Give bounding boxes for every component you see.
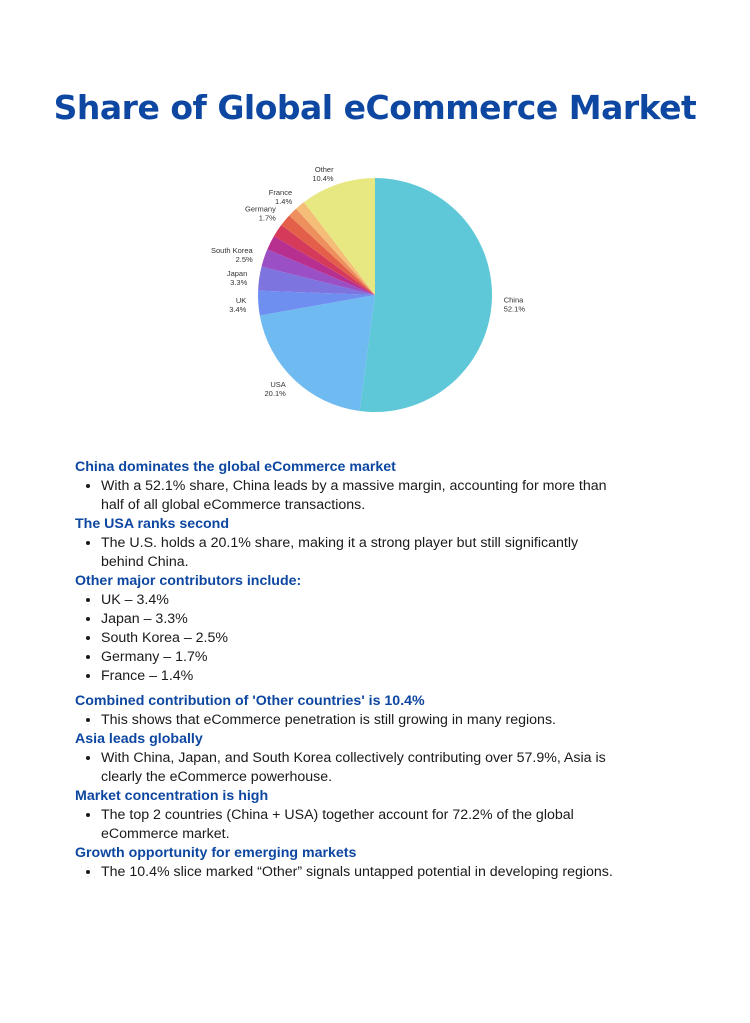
slice-label: USA (270, 380, 286, 390)
bullet-item: • Germany – 1.7% (101, 648, 615, 667)
slice-value-label: 3.4% (229, 304, 247, 314)
section-heading: The USA ranks second (75, 516, 230, 532)
slice-label: Germany (245, 204, 276, 214)
bullet-item: • With a 52.1% share, China leads by a massive margin, accounting for more than half of all global eCommerce transactions. (101, 477, 615, 515)
insight-section (75, 844, 615, 882)
slice-value-label: 2.5% (235, 254, 253, 264)
insight-section (75, 692, 615, 730)
section-heading: Asia leads globally (75, 731, 203, 747)
page-title: Share of Global eCommerce Market (53, 88, 697, 128)
slice-value-label: 10.4% (312, 173, 334, 183)
bullet-item: • France – 1.4% (101, 667, 615, 686)
bullet-list (75, 477, 615, 515)
bullet-list (75, 863, 615, 882)
insight-section (75, 515, 615, 572)
bullet-item: • The top 2 countries (China + USA) together account for 72.2% of the global eCommerce market. (101, 806, 615, 844)
bullet-list (75, 806, 615, 844)
section-heading: Growth opportunity for emerging markets (75, 845, 357, 861)
slice-label: France (268, 188, 293, 198)
section-heading: Combined contribution of 'Other countries' is 10.4% (75, 693, 425, 709)
bullet-list (75, 591, 615, 686)
section-heading: China dominates the global eCommerce market (75, 459, 396, 475)
bullet-list (75, 534, 615, 572)
bullet-item: • South Korea – 2.5% (101, 629, 615, 648)
insights-content (75, 458, 615, 882)
slice-label: China (503, 295, 524, 305)
insight-section (75, 730, 615, 787)
bullet-list (75, 711, 615, 730)
bullet-item: • This shows that eCommerce penetration is still growing in many regions. (101, 711, 615, 730)
pie-chart (200, 150, 550, 430)
slice-label: Japan (226, 268, 248, 278)
insight-section (75, 572, 615, 686)
slice-value-label: 52.1% (503, 304, 526, 314)
slice-label: UK (235, 295, 247, 305)
bullet-item: • Japan – 3.3% (101, 610, 615, 629)
bullet-item: • With China, Japan, and South Korea collectively contributing over 57.9%, Asia is clearly the eCommerce powerhouse. (101, 749, 615, 787)
bullet-item: • The 10.4% slice marked “Other” signals untapped potential in developing regions. (101, 863, 615, 882)
insight-section (75, 787, 615, 844)
slice-value-label: 1.7% (258, 213, 276, 223)
slice-label: South Korea (210, 245, 253, 255)
insight-section (75, 458, 615, 515)
section-heading: Market concentration is high (75, 788, 269, 804)
slice-value-label: 20.1% (264, 389, 286, 399)
slice-label: Other (314, 164, 334, 174)
bullet-item: • The U.S. holds a 20.1% share, making it a strong player but still significantly behind China. (101, 534, 615, 572)
bullet-item: • UK – 3.4% (101, 591, 615, 610)
slice-value-label: 1.4% (275, 197, 293, 207)
bullet-list (75, 749, 615, 787)
section-heading: Other major contributors include: (75, 573, 302, 589)
pie-slice-china (360, 178, 492, 412)
slice-value-label: 3.3% (230, 277, 248, 287)
